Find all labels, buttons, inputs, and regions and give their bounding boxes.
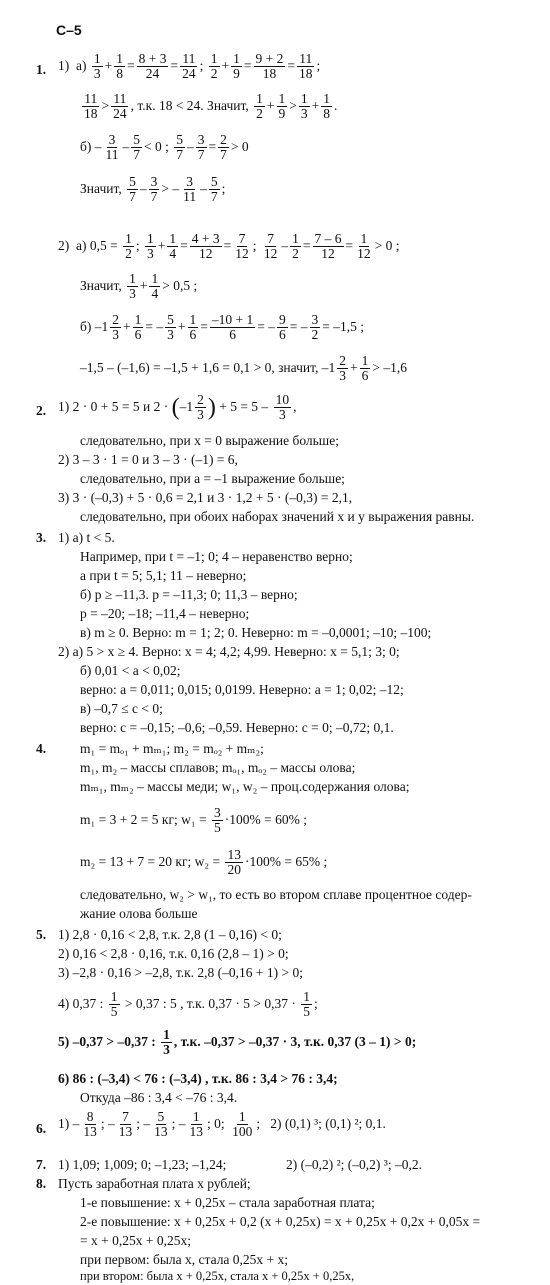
p5-line-4-b: > 0,37 : 5 , т.к. 0,37 · 5 > 0,37 · <box>124 995 296 1011</box>
p5-line-7: Откуда –86 : 3,4 < –76 : 3,4. <box>80 1090 238 1105</box>
p5-line-1: 1) 2,8 · 0,16 < 2,8, т.к. 2,8 (1 – 0,16) < 0; <box>58 927 282 942</box>
p5-line-2: 2) 0,16 < 2,8 · 0,16, т.к. 0,16 (2,8 – 1) > 0; <box>58 946 289 961</box>
p1-line-5: 2) а) 0,5 = $\frac{1}{2}$ ; $\frac{1}{3}$ + $\frac{1}{4}$ = $\frac{4 + 3}{12}$ = $\frac{7}{12}$ ; $\frac{7}{12}$ – $\frac{1}{2}$ = $\frac{7 - 6}{12}$ = $\frac{1}{12}$ > 0 ; <box>58 231 400 262</box>
problem-number-3: 3. <box>36 530 47 545</box>
p8-line-1: Пусть заработная плата x рублей; <box>58 1176 251 1191</box>
p3-line-8: б) 0,01 < a < 0,02; <box>80 663 181 678</box>
p8-line-5: при первом: была x, стала 0,25x + x; <box>80 1252 289 1267</box>
p5-line-5: 5) –0,37 > –0,37 : $\frac{1}{3}$ , т.к. –0,37 > –0,37 · 3, т.к. 0,37 (3 – 1) > 0; <box>58 1027 417 1058</box>
p3-line-3: а при t = 5; 5,1; 11 – неверно; <box>80 568 247 583</box>
problem-number-6: 6. <box>36 1121 47 1136</box>
p2-line-2: следовательно, при x = 0 выражение больше; <box>80 433 339 448</box>
p4-line-5-a: m₂ = 13 + 7 = 20 кг; w₂ = <box>80 853 221 869</box>
p1-line-2: $\frac{11}{18}$ > $\frac{11}{24}$ , т.к. 18 < 24. Значит, $\frac{1}{2}$ + $\frac{1}{9}$ > $\frac{1}{3}$ + $\frac{1}{8}$ . <box>84 91 338 122</box>
p3-line-5: p = –20; –18; –11,4 – неверно; <box>80 606 250 621</box>
p1-line-6: Значит, $\frac{1}{3}$ + $\frac{1}{4}$ > 0,5 ; <box>80 271 198 302</box>
p4-line-5: m₂ = 13 + 7 = 20 кг; w₂ = $\frac{13}{20}$ ·100% = 65% ; <box>80 847 328 878</box>
p6-line-2: 2) (0,1) ³; (0,1) ²; 0,1. <box>270 1115 386 1131</box>
p8-line-3: 2-е повышение: x + 0,25x + 0,2 (x + 0,25x) = x + 0,25x + 0,2x + 0,05x = <box>80 1214 481 1229</box>
p3-line-11: верно: c = –0,15; –0,6; –0,59. Неверно: c = 0; –0,72; 0,1. <box>80 720 394 735</box>
p7-line-2: 2) (–0,2) ²; (–0,2) ³; –0,2. <box>286 1157 422 1172</box>
p2-line-5: 3) 3 · (–0,3) + 5 · 0,6 = 2,1 и 3 · 1,2 + 5 · (–0,3) = 2,1, <box>58 490 353 505</box>
p1-line-3: б) – $\frac{3}{11}$ – $\frac{5}{7}$ < 0 ; $\frac{5}{7}$ – $\frac{3}{7}$ = $\frac{2}{7}$ > 0 <box>80 132 249 163</box>
problem-number-5: 5. <box>36 927 47 942</box>
p4-line-4-b: ·100% = 60% ; <box>224 811 307 827</box>
p5-line-5-b: , т.к. –0,37 > –0,37 · 3, т.к. 0,37 (3 – 1) > 0; <box>173 1033 417 1049</box>
p5-line-4-c: ; <box>314 995 318 1011</box>
problem-number-2: 2. <box>36 403 47 418</box>
p6-line-1-a: 1) – <box>58 1115 80 1131</box>
p8-line-6: при втором: была x + 0,25x, стала x + 0,25x + 0,25x, <box>80 1269 355 1283</box>
p4-line-4-a: m₁ = 3 + 2 = 5 кг; w₁ = <box>80 811 207 827</box>
page-header: С–5 <box>56 22 82 38</box>
p8-line-4: = x + 0,25x + 0,25x; <box>80 1233 191 1248</box>
p3-line-4: б) p ≥ –11,3. p = –11,3; 0; 11,3 – верно; <box>80 587 298 602</box>
p3-line-1: 1) а) t < 5. <box>58 530 115 545</box>
p1-line-8: –1,5 – (–1,6) = –1,5 + 1,6 = 0,1 > 0, значит, –1 $\frac{2}{3}$ + $\frac{1}{6}$ > –1,6 <box>80 353 407 384</box>
p4-line-3: mₘ₁, mₘ₂ – массы меди; w₁, w₂ – проц.содержания олова; <box>80 779 410 794</box>
p5-line-6: 6) 86 : (–3,4) < 76 : (–3,4) , т.к. 86 : 3,4 > 76 : 3,4; <box>58 1071 338 1086</box>
p2-line-6: следовательно, при обоих наборах значений x и y выражения равны. <box>80 509 475 524</box>
p2-line-1: 1) 2 · 0 + 5 = 5 и 2 · (–1 $\frac{2}{3}$ ) + 5 = 5 – $\frac{10}{3}$ , <box>58 392 297 423</box>
p2-line-1-a: 1) 2 · 0 + 5 = 5 и 2 · <box>58 398 169 414</box>
p8-line-2: 1-е повышение: x + 0,25x – стала заработная плата; <box>80 1195 375 1210</box>
p4-line-4: m₁ = 3 + 2 = 5 кг; w₁ = $\frac{3}{5}$ ·100% = 60% ; <box>80 805 307 836</box>
p5-line-4-a: 4) 0,37 : <box>58 995 104 1011</box>
p3-line-9: верно: a = 0,011; 0,015; 0,0199. Неверно: a = 1; 0,02; –12; <box>80 682 404 697</box>
p5-line-3: 3) –2,8 · 0,16 > –2,8, т.к. 2,8 (–0,16 + 1) > 0; <box>58 965 304 980</box>
p4-line-7: жание олова больше <box>80 906 198 921</box>
p1-line-1: 1) а) $\frac{1}{3}$ + $\frac{1}{8}$ = $\frac{8 + 3}{24}$ = $\frac{11}{24}$ ; $\frac{1}{2}$ + $\frac{1}{9}$ = $\frac{9 + 2}{18}$ = $\frac{11}{18}$ ; <box>58 51 321 82</box>
p6-line-1: 1) – $\frac{8}{13}$ ; – $\frac{7}{13}$ ; – $\frac{5}{13}$ ; – $\frac{1}{13}$ ; 0; $\frac{1}{100}$ ; 2) (0,1) ³; (0,1) ²; 0,1. <box>58 1109 386 1140</box>
p1-line-4: Значит, $\frac{5}{7}$ – $\frac{3}{7}$ > – $\frac{3}{11}$ – $\frac{5}{7}$ ; <box>80 174 226 205</box>
problem-number-1: 1. <box>36 62 47 77</box>
p5-line-4: 4) 0,37 : $\frac{1}{5}$ > 0,37 : 5 , т.к. 0,37 · 5 > 0,37 · $\frac{1}{5}$ ; <box>58 989 318 1020</box>
p1-line-7: б) –1 $\frac{2}{3}$ + $\frac{1}{6}$ = – $\frac{5}{3}$ + $\frac{1}{6}$ = $\frac{-10 + 1}{6}$ = – $\frac{9}{6}$ = – $\frac{3}{2}$ = –1,5 ; <box>80 312 364 343</box>
p5-line-5-a: 5) –0,37 > –0,37 : <box>58 1033 156 1049</box>
problem-number-7: 7. <box>36 1157 47 1172</box>
p2-line-4: следовательно, при a = –1 выражение больше; <box>80 471 345 486</box>
p4-line-2: m₁, m₂ – массы сплавов; mₒ₁, mₒ₂ – массы олова; <box>80 760 356 775</box>
p3-line-2: Например, при t = –1; 0; 4 – неравенство верно; <box>80 549 353 564</box>
p2-line-1-b: + 5 = 5 – <box>219 398 269 414</box>
problem-number-4: 4. <box>36 741 47 756</box>
p2-line-3: 2) 3 – 3 · 1 = 0 и 3 – 3 · (–1) = 6, <box>58 452 238 467</box>
p4-line-6: следовательно, w₂ > w₁, то есть во втором сплаве процентное содер- <box>80 887 472 902</box>
p3-line-6: в) m ≥ 0. Верно: m = 1; 2; 0. Неверно: m = –0,0001; –10; –100; <box>80 625 432 640</box>
p7-line-1: 1) 1,09; 1,009; 0; –1,23; –1,24; <box>58 1157 227 1172</box>
p3-line-10: в) –0,7 ≤ c < 0; <box>80 701 163 716</box>
p4-line-1: m₁ = mₒ₁ + mₘ₁; m₂ = mₒ₂ + mₘ₂; <box>80 741 264 756</box>
p3-line-7: 2) а) 5 > x ≥ 4. Верно: x = 4; 4,2; 4,99. Неверно: x = 5,1; 3; 0; <box>58 644 400 659</box>
problem-number-8: 8. <box>36 1176 47 1191</box>
p4-line-5-b: ·100% = 65% ; <box>244 853 328 869</box>
